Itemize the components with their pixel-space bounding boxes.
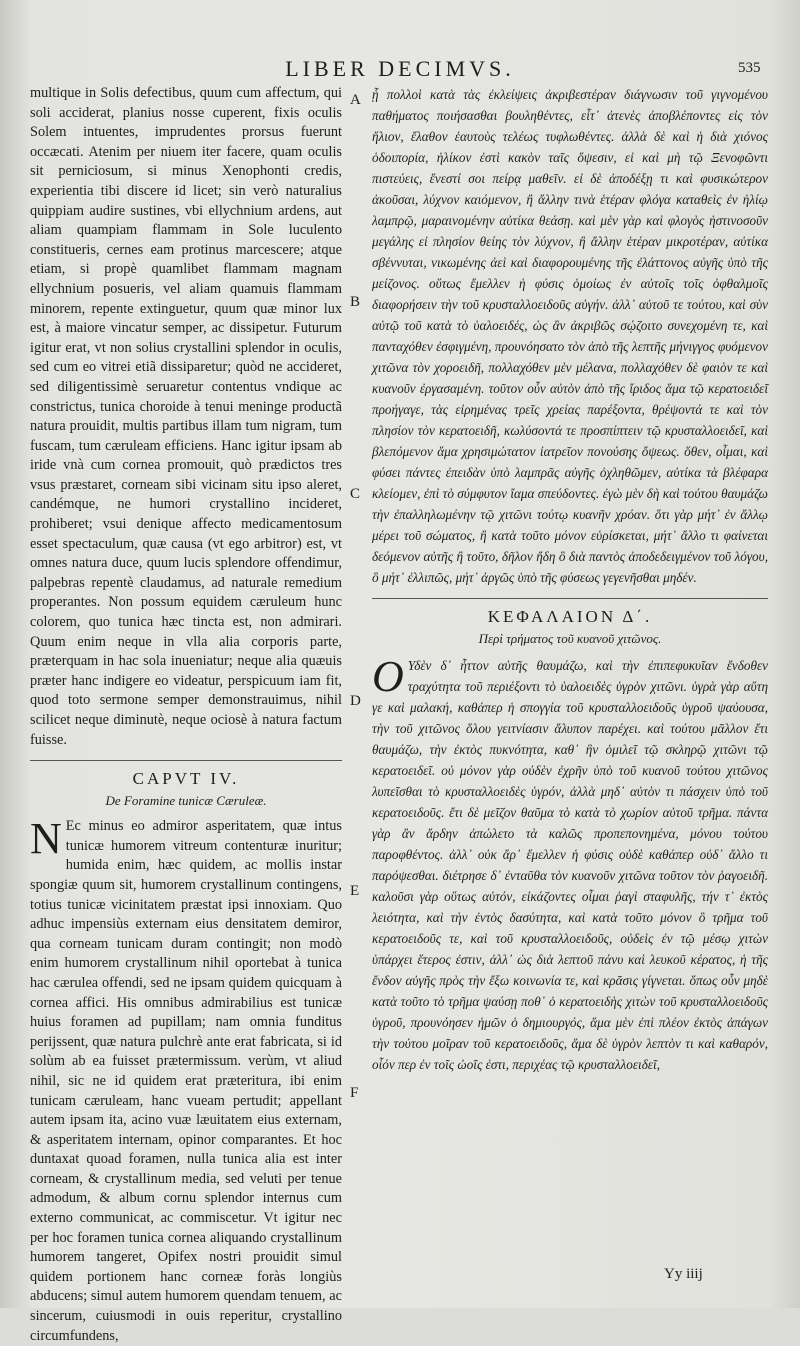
greek-column: [372, 84, 768, 1075]
latin-dropcap: N: [30, 814, 62, 864]
greek-paragraph-1: ᾗ πολλοὶ κατὰ τὰς ἐκλείψεις ἀκριβεστέραν διάγνωσιν τοῦ γιγνομένου παθήματος ποιήσασθαι βουληθέντες, εἶτ᾽ ἀτενὲς ἀποβλέποντες εἰς τὸν ἥλιον, ἔλαθον ἑαυτοὺς τελέως τυφλωθέντες. ἀλλὰ δὲ καὶ ἡ διὰ χιόνος ὁδοιπορία, ἡλίκον ἐστὶ κακὸν ταῖς ὄψεσιν, εἰ καὶ μὴ τῷ Ξενοφῶντι πιστεύεις, ἔνεστί σοι πείρᾳ μαθεῖν. εἰ δὲ ἀποδέξῃ τι καὶ φυσικώτερον ἀκοῦσαι, λύχνον καιόμενον, ἢ ἄλλην τινὰ ἑτέραν φλόγα καταθεὶς ἐν ἡλίῳ λαμπρῷ, μαραινομένην αὐτίκα θεάσῃ. καὶ μὲν γὰρ καὶ φλογὸς ἡστινοσοῦν μεγάλης εἰ πλησίον θείης τὸν λύχνον, ἢ ἄλλην ἑτέραν μικροτέραν, αὐτίκα σβέννυται, νικωμένης ἀεὶ καὶ διαφορουμένης τῆς ἐλάττονος αὐγῆς ὑπὸ τῆς μείζονος. οὕτως ἔμελλεν ἡ φύσις ὁμοίως ἐν αὐτοῖς τοῖς ὀφθαλμοῖς διαφορήσειν τὴν τοῦ κρυσταλλοειδοῦς αὐγήν. ἀλλ᾽ αὐτοῦ τε τούτου, καὶ σὺν αὐτῷ τοῦ κατὰ τὸ ὑαλοειδές, ὡς ἂν ἀκριβῶς σῴζοιτο συνεχομένη τε, καὶ πανταχόθεν ἐσφιγμένη, προυνόησατο τὸν ἀπὸ τῆς λεπτῆς μήνιγγος φυόμενον χιτῶνα τὸν χοροειδῆ, πολλαχόθεν μὲν μέλανα, πολλαχόθεν δὲ φαιὸν τε καὶ κυανοῦν ἐργασαμένη. τοῦτον οὖν αὐτὸν ἀπὸ τῆς ἴριδος ἅμα τῷ κερατοειδεῖ προήγαγε, τὰς εἰρημένας τρεῖς χρείας παρέξοντα, θρέψοντά τε καὶ τὸν πλησίον τὸν κερατοειδῆ, κωλύσοντά τε προσπίπτειν τῷ κρυσταλλοειδεῖ, καὶ βλεπόμενον ἅμα χρησιμώτατον ἰατρεῖον πονούσης ὄψεως. ὅθεν, οἶμαι, καὶ φύσει πάντες ἐπειδὰν ὑπὸ λαμπρᾶς αὐγῆς ὀχληθῶμεν, αὐτίκα τὰ βλέφαρα κλείομεν, ἐπὶ τὸ σύμφυτον ἴαμα σπεύδοντες. ἐγὼ μὲν δὴ καὶ τούτου θαυμάζω τὴν ἐπαλληλωμένην τῷ χιτῶνι τούτῳ κυανῆν χρόαν. ὅτι γὰρ μήτ᾽ ἐν ἄλλῳ μέρει τοῦ σώματος, ἢ κατὰ τοῦτο μόνον εὑρίσκεται, μήτ᾽ ἄλλο τι φαίνεται δεόμενον αὐτῆς ἢ τοῦτο, δῆλον ἤδη ὃ διὰ παντὸς ἀποδεδειγμένον τοῦ λόγου, ὃ μήτ᾽ ἐλλιπῶς, μήτ᾽ ἀργῶς ὑπὸ τῆς φύσεως γεγενῆσθαι μηδέν.: [372, 87, 768, 585]
latin-paragraph-2-text: Ec minus eo admiror asperitatem, quæ intus tunicæ humorem vitreum contenturæ inuritur; humida enim, hæc quidem, ac mollis instar spongiæ quum sit, humorem crystallinum contingens, totius tunicæ vicinitatem præstat ipsi innoxiam. Quo adhuc impensiùs externam eius densitatem demiror, qua corneam tunicam duram contingit; non modò enim humorem crystallinum nihil oportebat à tunica hac cærulea offendi, sed ne ipsam quidem quicquam à cornea affici. His omnibus admirabilius est tunicæ huius foramen ad pupillam; nam omnia funditus perijssent, quæ natura pulchrè ante erat fabricata, si id solùm ab ea fuisset prætermissum. verùm, vt aliud nihil, sic ne id quidem erat præteritura, ibi enim tunicam cæruleam, hanc vueam pertudit; appellant autem ipsam ita, acino vuæ læuitatem eius externam, & asperitatem internam, opinor comparantes. Et hoc duntaxat quoad foramen, nulla tunica alia est inter corneam, & crystallinum media, sed veluti per tenue admodum, & album cornu splendor internus cum externo communicat, ac commiscetur. Vt igitur nec per hoc foramen tunica cornea aliquando crystallinum humorem tangeret, Opifex nostri prouidit simul quidem portionem hanc corneæ foràs longiùs abducens; simul autem humorem quendam tenuem, ac sincerum, cuiusmodi in ouis reperitur, crystallino circumfundens,: [30, 818, 342, 1344]
greek-chapter-subtitle: Περὶ τρήματος τοῦ κυανοῦ χιτῶνος.: [478, 631, 662, 646]
running-head: LIBER DECIMVS.: [285, 56, 515, 81]
page-number: 535: [738, 60, 761, 76]
margin-letter-c: C: [350, 486, 361, 502]
greek-chapter-title: ΚΕΦΑΛΑΙΟΝ Δ΄.: [487, 607, 653, 626]
greek-paragraph-2: [372, 652, 768, 1075]
margin-letter-d: D: [350, 693, 361, 709]
margin-letter-b: B: [350, 294, 361, 310]
latin-column: [30, 84, 342, 1346]
greek-dropcap: Ο: [372, 652, 404, 701]
margin-letter-a: A: [350, 92, 361, 108]
latin-paragraph-1: multique in Solis defectibus, quum cum affectum, qui soli acciderat, planius nosse cuperent, fixis oculis Solem intuentes, imprudentes prorsus fuerunt occæcati. Atenim per niuem iter facere, quam oculis sit perniciosum, si minus Xenophonti credis, experientia tibi discere id licet; sin verò naturalius quippiam audire sustines, vbi ellychnium ardens, aut aliam quampiam flammam in Sole luculento constitueris, cernes eam protinus marcescere; atque etiam, si propè quamlibet flammam magnam ellychnium posueris, vel aliam quamuis flammam minorem, repente extinguetur, quum quæ minor lux est, à maiore vincatur semper, ac dissipetur. Futurum igitur erat, vt non solius crystallini splendor in oculis, sed cum eo vitrei etiã dissiparetur; quòd ne accideret, sed diligentissimè seruaretur contentus vndique ac constrictus, tunica choroide à tenui meninge productã natura prouidit, multis partibus illam tum nigram, tum fuscam, tum cæruleam efficiens. Hanc igitur ipsam ab iride vnà cum cornea promouit, quò prædictos tres vsus præstaret, corneam sibi vicinam situ ipso aleret, candémque, ne humori crystallino incideret, prohiberet; vsui denique affecto medicamentosum esset spectaculum, quæ causa (vt ego arbitror) est, vt omnes natura duce, quum lucis splendore offendimur, palpebras repentè claudamus, ad naturale remedium properantes. Non possum equidem cæruleum hunc colorem, quo tunica hæc tincta est, non admirari. Quum enim neque in vlla alia corporis parte, præterquam in hac sola inueniatur; neque alia quæuis præter hanc indigere eo videatur, perspicuum iam fit, quod toto sermone semper demonstrauimus, nihil scilicet neque diminutè, neque ociosè à natura factum fuisse.: [30, 85, 342, 748]
margin-letter-e: E: [350, 883, 360, 899]
column-rule: [372, 598, 768, 599]
signature-mark: Yy iiij: [664, 1266, 703, 1282]
latin-chapter-subtitle: De Foramine tunicæ Cæruleæ.: [105, 793, 267, 809]
greek-paragraph-2-text: Υδὲν δ᾽ ἧττον αὐτῆς θαυμάζω, καὶ τὴν ἐπιπεφυκυῖαν ἔνδοθεν τραχύτητα τοῦ περιέξοντι τὸ ὑαλοειδὲς ὑγρὸν χιτῶνι. ὑγρὰ γὰρ αὕτη γε καὶ μαλακή, καθάπερ ἡ σπογγία τοῦ κρυσταλλοειδοῦς ὑγροῦ ψαύουσα, τὴν τοῦ χιτῶνος ὅλου γειτνίασιν ἄλυπον παρέχει. καὶ τούτου μᾶλλον ἔτι θαυμάζω, τὴν ἐκτὸς πυκνότητα, καθ᾽ ἣν ὁμιλεῖ τῷ σκληρῷ χιτῶνι τῷ κερατοειδεῖ. οὐ μόνον γὰρ οὐδὲν ἐχρῆν ὑπὸ τοῦ κυανοῦ τούτου χιτῶνος λυπεῖσθαι τὸ κρυσταλλοειδὲς ὑγρόν, ἀλλὰ μηδ᾽ αὐτὸν τι πάσχειν ὑπὸ τοῦ κερατοειδοῦς. ἔτι δὲ μεῖζον θαῦμα τὸ κατὰ τὸ χωρίον αὐτοῦ τρῆμα. πάντα γὰρ ἂν ἄρδην ἀπώλετο τὰ καλῶς προπεπονημένα, μόνου τούτου παροφθέντος. ἀλλ᾽ οὐκ ἄρ᾽ ἔμελλεν ἡ φύσις οὐδὲ καθάπερ οὐδ᾽ ἄλλο τι παρόψεσθαι. διέτρησε δ᾽ ἐνταῦθα τὸν κυανοῦν χιτῶνα τοῦτον τὸν ῥαγοειδῆ. καλοῦσι γὰρ οὕτως αὐτόν, εἰκάζοντες οἶμαι ῥαγὶ σταφυλῆς, τήν τ᾽ ἐκτὸς λειότητα, καὶ τὴν ἐντὸς δασύτητα, καὶ κατὰ τοῦτο μόνον ὃ τρῆμα τοῦ κερατοειδοῦς τε, καὶ τοῦ κρυσταλλοειδοῦς, οὐδεὶς ἐν τῷ μέσῳ χιτὼν ὑπάρχει ἕτερος ἐστιν, ἀλλ᾽ ὡς διὰ λεπτοῦ πάνυ καὶ λευκοῦ κέρατος, ἡ τῆς ἔνδον αὐγῆς πρὸς τὴν ἔξω κοινωνία τε, καὶ κρᾶσις γίγνεται. ὅπως οὖν μηδὲ κατὰ τοῦτο τὸ τρῆμα ψαύσῃ ποθ᾽ ὁ κερατοειδὴς χιτὼν τοῦ κρυσταλλοειδοῦς ὑγροῦ, προυνόησεν ἡμῶν ὁ δημιουργός, ἅμα μὲν ἐπὶ πλέον ἐκτὸς ἀπάγων τὴν τούτου μοῖραν τοῦ κερατοειδοῦς, ἅμα δὲ ὑγρὸν λεπτὸν τι καὶ καθαρόν, οἷόν περ ἐν τοῖς ὠοῖς ἐστι, περιχέας τῷ κρυσταλλοειδεῖ,: [372, 658, 768, 1072]
margin-letter-f: F: [350, 1085, 359, 1101]
column-rule: [30, 760, 342, 761]
latin-chapter-title: CAPVT IV.: [132, 769, 240, 789]
latin-paragraph-2: [30, 814, 342, 1346]
